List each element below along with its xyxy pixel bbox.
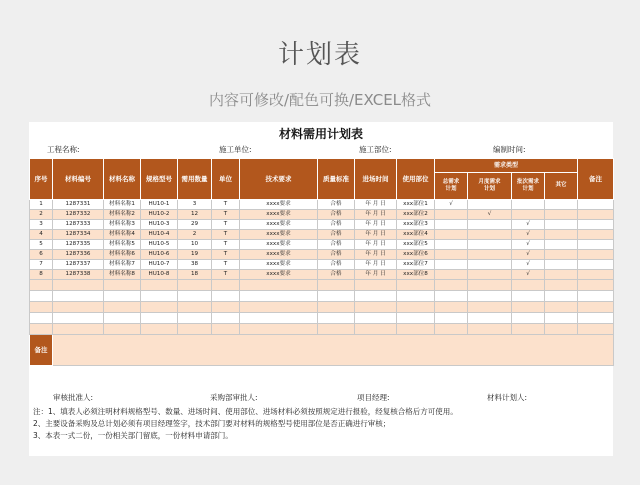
cell-quality[interactable]: 合格 — [318, 260, 355, 270]
cell-tech[interactable]: xxxx要求 — [240, 230, 318, 240]
cell-seq[interactable]: 6 — [30, 250, 53, 260]
cell-batch[interactable]: √ — [512, 260, 545, 270]
cell-code[interactable]: 1287332 — [53, 210, 104, 220]
cell-batch[interactable]: √ — [512, 220, 545, 230]
header-unit: 单位 — [212, 159, 240, 200]
construction-unit-label: 施工单位: — [219, 145, 252, 154]
cell-qty[interactable]: 12 — [178, 210, 212, 220]
cell-remark[interactable] — [578, 240, 614, 250]
cell-arrival[interactable]: 年 月 日 — [355, 270, 397, 280]
cell-quality[interactable]: 合格 — [318, 270, 355, 280]
construction-dept-label: 施工部位: — [359, 145, 392, 154]
cell-qty[interactable]: 18 — [178, 270, 212, 280]
cell-monthly[interactable] — [468, 220, 512, 230]
cell-qty[interactable]: 19 — [178, 250, 212, 260]
table-row — [30, 230, 614, 240]
cell-spec[interactable]: HU10-2 — [141, 210, 178, 220]
cell-monthly[interactable] — [468, 200, 512, 210]
cell-name[interactable]: 材料名称5 — [104, 240, 141, 250]
cell-tech[interactable]: xxxx要求 — [240, 200, 318, 210]
cell-remark[interactable] — [578, 270, 614, 280]
approver-label: 审核批准人: — [53, 393, 94, 402]
header-quality: 质量标准 — [318, 159, 355, 200]
cell-quality[interactable]: 合格 — [318, 230, 355, 240]
table-row — [30, 260, 614, 270]
remark-label: 备注 — [30, 335, 53, 366]
cell-quality[interactable]: 合格 — [318, 220, 355, 230]
cell-other[interactable] — [545, 250, 578, 260]
cell-other[interactable] — [545, 240, 578, 250]
project-name-label: 工程名称: — [47, 145, 80, 154]
cell-batch[interactable]: √ — [512, 230, 545, 240]
cell-total[interactable] — [435, 260, 468, 270]
cell-unit[interactable]: T — [212, 260, 240, 270]
remark-cell[interactable] — [53, 335, 614, 366]
info-row — [29, 142, 613, 156]
cell-arrival[interactable]: 年 月 日 — [355, 240, 397, 250]
table-row — [30, 200, 614, 210]
cell-unit[interactable]: T — [212, 270, 240, 280]
cell-tech[interactable]: xxxx要求 — [240, 270, 318, 280]
cell-seq[interactable]: 3 — [30, 220, 53, 230]
header-tech: 技术要求 — [240, 159, 318, 200]
table-row — [30, 270, 614, 280]
cell-batch[interactable] — [512, 210, 545, 220]
page-title: 计划表 — [277, 40, 362, 70]
page-subtitle: 内容可修改/配色可换/EXCEL格式 — [208, 91, 432, 109]
cell-seq[interactable]: 1 — [30, 200, 53, 210]
table-row — [30, 250, 614, 260]
material-planner-label: 材料计划人: — [487, 393, 528, 402]
cell-total[interactable] — [435, 250, 468, 260]
header-spec: 规格型号 — [141, 159, 178, 200]
cell-name[interactable]: 材料名称4 — [104, 230, 141, 240]
prepared-time-label: 编制时间: — [493, 145, 526, 154]
cell-monthly[interactable] — [468, 260, 512, 270]
header-batch-plan: 批次需求 计划 — [512, 173, 545, 200]
cell-dept[interactable]: xxx部位4 — [397, 230, 435, 240]
cell-name[interactable]: 材料名称8 — [104, 270, 141, 280]
cell-remark[interactable] — [578, 260, 614, 270]
cell-qty[interactable]: 2 — [178, 230, 212, 240]
cell-batch[interactable]: √ — [512, 240, 545, 250]
cell-unit[interactable]: T — [212, 220, 240, 230]
cell-code[interactable]: 1287337 — [53, 260, 104, 270]
signature-row — [29, 392, 613, 404]
cell-qty[interactable]: 29 — [178, 220, 212, 230]
cell-code[interactable]: 1287333 — [53, 220, 104, 230]
project-manager-label: 项目经理: — [357, 393, 390, 402]
cell-total[interactable] — [435, 240, 468, 250]
cell-arrival[interactable]: 年 月 日 — [355, 260, 397, 270]
cell-quality[interactable]: 合格 — [318, 210, 355, 220]
cell-unit[interactable]: T — [212, 250, 240, 260]
cell-name[interactable]: 材料名称7 — [104, 260, 141, 270]
cell-dept[interactable]: xxx部位5 — [397, 240, 435, 250]
cell-arrival[interactable]: 年 月 日 — [355, 250, 397, 260]
cell-remark[interactable] — [578, 230, 614, 240]
cell-remark[interactable] — [578, 210, 614, 220]
cell-quality[interactable]: 合格 — [318, 240, 355, 250]
material-plan-table — [29, 158, 614, 366]
header-qty: 需用数量 — [178, 159, 212, 200]
cell-tech[interactable]: xxxx要求 — [240, 210, 318, 220]
cell-seq[interactable]: 4 — [30, 230, 53, 240]
header-arrival: 进场时间 — [355, 159, 397, 200]
cell-total[interactable] — [435, 270, 468, 280]
cell-name[interactable]: 材料名称3 — [104, 220, 141, 230]
cell-qty[interactable]: 3 — [178, 200, 212, 210]
cell-tech[interactable]: xxxx要求 — [240, 220, 318, 230]
cell-dept[interactable]: xxx部位7 — [397, 260, 435, 270]
cell-dept[interactable]: xxx部位6 — [397, 250, 435, 260]
cell-spec[interactable]: HU10-3 — [141, 220, 178, 230]
cell-batch[interactable]: √ — [512, 270, 545, 280]
sheet-title: 材料需用计划表 — [278, 127, 363, 141]
cell-arrival[interactable]: 年 月 日 — [355, 220, 397, 230]
cell-spec[interactable]: HU10-6 — [141, 250, 178, 260]
note-line: 注：1、填表人必须注明材料规格型号、数量、进场时间、使用部位、进场材料必须按照规定进行报验，经复核合格后方可使用。 — [33, 407, 458, 416]
cell-other[interactable] — [545, 210, 578, 220]
header-code: 材料编号 — [53, 159, 104, 200]
cell-other[interactable] — [545, 230, 578, 240]
cell-total[interactable] — [435, 230, 468, 240]
cell-quality[interactable]: 合格 — [318, 250, 355, 260]
cell-spec[interactable]: HU10-4 — [141, 230, 178, 240]
cell-other[interactable] — [545, 260, 578, 270]
cell-other[interactable] — [545, 200, 578, 210]
cell-monthly[interactable]: √ — [468, 210, 512, 220]
header-demand-type: 需求类型 — [435, 159, 578, 173]
cell-tech[interactable]: xxxx要求 — [240, 240, 318, 250]
cell-name[interactable]: 材料名称1 — [104, 200, 141, 210]
cell-dept[interactable]: xxx部位8 — [397, 270, 435, 280]
cell-seq[interactable]: 8 — [30, 270, 53, 280]
cell-quality[interactable]: 合格 — [318, 200, 355, 210]
cell-code[interactable]: 1287331 — [53, 200, 104, 210]
cell-name[interactable]: 材料名称6 — [104, 250, 141, 260]
cell-spec[interactable]: HU10-1 — [141, 200, 178, 210]
cell-total[interactable]: √ — [435, 200, 468, 210]
cell-other[interactable] — [545, 220, 578, 230]
cell-total[interactable] — [435, 210, 468, 220]
cell-spec[interactable]: HU10-8 — [141, 270, 178, 280]
cell-batch[interactable]: √ — [512, 250, 545, 260]
cell-arrival[interactable]: 年 月 日 — [355, 210, 397, 220]
cell-spec[interactable]: HU10-7 — [141, 260, 178, 270]
cell-other[interactable] — [545, 270, 578, 280]
cell-total[interactable] — [435, 220, 468, 230]
cell-tech[interactable]: xxxx要求 — [240, 250, 318, 260]
cell-code[interactable]: 1287335 — [53, 240, 104, 250]
cell-qty[interactable]: 10 — [178, 240, 212, 250]
cell-arrival[interactable]: 年 月 日 — [355, 200, 397, 210]
table-row — [30, 240, 614, 250]
header-remark: 备注 — [578, 159, 614, 200]
cell-qty[interactable]: 38 — [178, 260, 212, 270]
table-row — [30, 220, 614, 230]
cell-remark[interactable] — [578, 220, 614, 230]
note-line: 2、主要设备采购及总计划必须有项目经理签字，技术部门要对材料的规格型号使用部位是否正确进行审核； — [33, 419, 391, 428]
header-name: 材料名称 — [104, 159, 141, 200]
cell-seq[interactable]: 5 — [30, 240, 53, 250]
cell-monthly[interactable] — [468, 230, 512, 240]
cell-code[interactable]: 1287338 — [53, 270, 104, 280]
cell-unit[interactable]: T — [212, 210, 240, 220]
header-dept: 使用部位 — [397, 159, 435, 200]
cell-name[interactable]: 材料名称2 — [104, 210, 141, 220]
cell-monthly[interactable] — [468, 250, 512, 260]
cell-seq[interactable]: 7 — [30, 260, 53, 270]
cell-seq[interactable]: 2 — [30, 210, 53, 220]
header-other: 其它 — [545, 173, 578, 200]
notes — [33, 406, 609, 442]
cell-code[interactable]: 1287334 — [53, 230, 104, 240]
cell-unit[interactable]: T — [212, 240, 240, 250]
cell-dept[interactable]: xxx部位2 — [397, 210, 435, 220]
cell-tech[interactable]: xxxx要求 — [240, 260, 318, 270]
header-total-plan: 总需求 计划 — [435, 173, 468, 200]
table-row — [30, 210, 614, 220]
note-line: 3、本表一式二份，一份相关部门留底，一份材料申请部门。 — [33, 431, 233, 440]
cell-spec[interactable]: HU10-5 — [141, 240, 178, 250]
cell-monthly[interactable] — [468, 240, 512, 250]
cell-monthly[interactable] — [468, 270, 512, 280]
spreadsheet-sheet — [29, 122, 613, 456]
cell-batch[interactable] — [512, 200, 545, 210]
cell-code[interactable]: 1287336 — [53, 250, 104, 260]
purchase-approver-label: 采购部审批人: — [210, 393, 258, 402]
cell-dept[interactable]: xxx部位3 — [397, 220, 435, 230]
header-seq: 序号 — [30, 159, 53, 200]
cell-unit[interactable]: T — [212, 230, 240, 240]
cell-remark[interactable] — [578, 200, 614, 210]
cell-dept[interactable]: xxx部位1 — [397, 200, 435, 210]
cell-unit[interactable]: T — [212, 200, 240, 210]
header-monthly-plan: 月度需求 计划 — [468, 173, 512, 200]
cell-remark[interactable] — [578, 250, 614, 260]
cell-arrival[interactable]: 年 月 日 — [355, 230, 397, 240]
